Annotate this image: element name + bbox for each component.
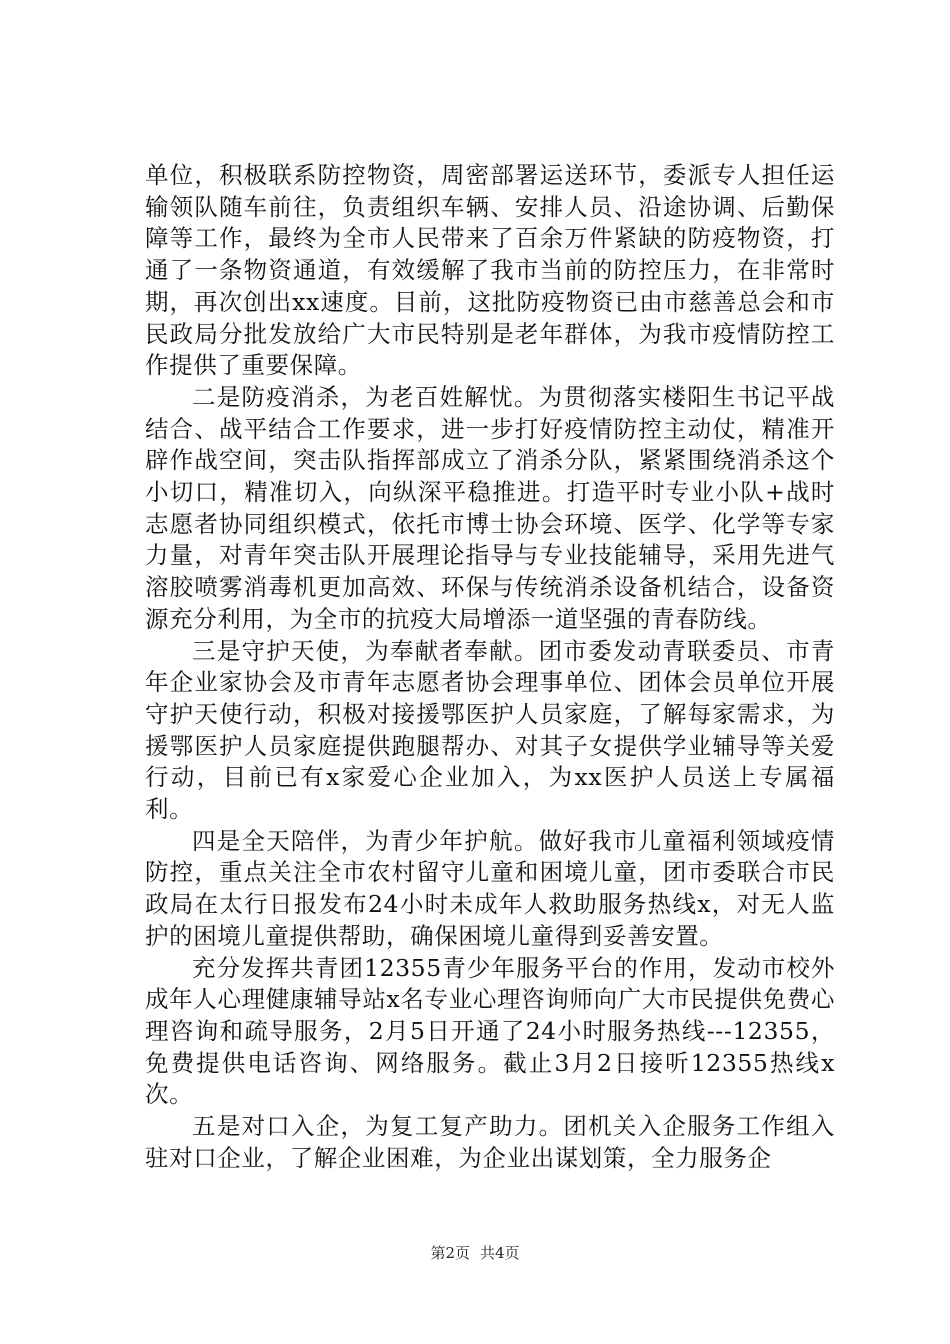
paragraph-youth-protection: 四是全天陪伴，为青少年护航。做好我市儿童福利领域疫情防控，重点关注全市农村留守儿童和困境儿童，团市委联合市民政局在太行日报发布24小时未成年人救助服务热线x，对无人监护的困境儿童提供帮助，确保困境儿童得到妥善安置。 — [145, 826, 835, 950]
paragraph-continuation: 单位，积极联系防控物资，周密部署运送环节，委派专人担任运输领队随车前往，负责组织车辆、安排人员、沿途协调、后勤保障等工作，最终为全市人民带来了百余万件紧缺的防疫物资，打通了一条物资通道，有效缓解了我市当前的防控压力，在非常时期，再次创出xx速度。目前，这批防疫物资已由市慈善总会和市民政局分批发放给广大市民特别是老年群体，为我市疫情防控工作提供了重要保障。 — [145, 161, 835, 380]
paragraph-disinfection: 二是防疫消杀，为老百姓解忧。为贯彻落实楼阳生书记平战结合、战平结合工作要求，进一步打好疫情防控主动仗，精准开辟作战空间，突击队指挥部成立了消杀分队，紧紧围绕消杀这个小切口，精准切入，向纵深平稳推进。打造平时专业小队+战时志愿者协同组织模式，依托市博士协会环境、医学、化学等专家力量，对青年突击队开展理论指导与专业技能辅导，采用先进气溶胶喷雾消毒机更加高效、环保与传统消杀设备机结合，设备资源充分利用，为全市的抗疫大局增添一道坚强的青春防线。 — [145, 382, 835, 633]
page-footer — [0, 1242, 950, 1263]
document-body — [145, 160, 835, 1175]
paragraph-guardian-angel: 三是守护天使，为奉献者奉献。团市委发动青联委员、市青年企业家协会及市青年志愿者协会理事单位、团体会员单位开展守护天使行动，积极对接援鄂医护人员家庭，了解每家需求，为援鄂医护人员家庭提供跑腿帮办、对其子女提供学业辅导等关爱行动，目前已有x家爱心企业加入，为xx医护人员送上专属福利。 — [145, 636, 835, 824]
paragraph-enterprise-service: 五是对口入企，为复工复产助力。团机关入企服务工作组入驻对口企业，了解企业困难，为企业出谋划策，全力服务企 — [145, 1112, 835, 1172]
paragraph-hotline-12355: 充分发挥共青团12355青少年服务平台的作用，发动市校外成年人心理健康辅导站x名专业心理咨询师向广大市民提供免费心理咨询和疏导服务，2月5日开通了24小时服务热线---12355，免费提供电话咨询、网络服务。截止3月2日接听12355热线x次。 — [145, 953, 835, 1109]
page-total: 共4页 — [480, 1244, 520, 1262]
page-number: 第2页 — [430, 1244, 470, 1262]
